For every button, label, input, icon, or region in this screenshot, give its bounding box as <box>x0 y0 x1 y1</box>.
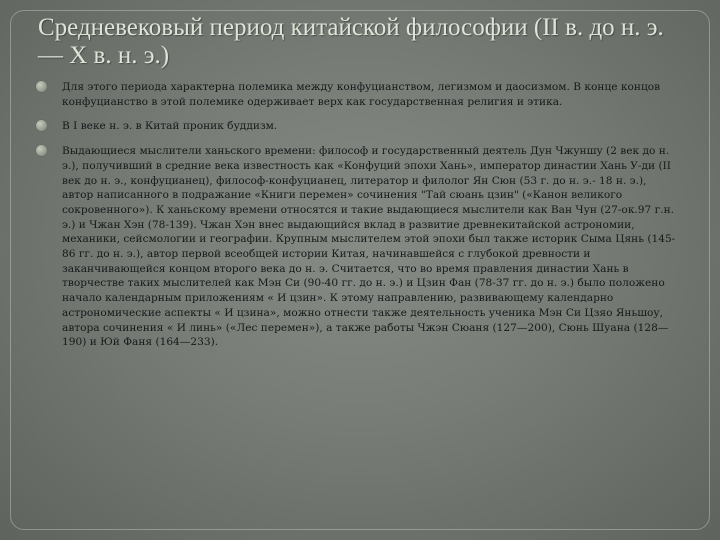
bullet-item <box>34 119 680 134</box>
bullet-item <box>34 144 680 350</box>
bullet-text: Выдающиеся мыслители ханьского времени: философ и государственный деятель Дун Чжуншу (2 век до н. э.), получивший в средние века известность как «Конфуций эпохи Хань», император династии Хань У-ди (II век до н. э., конфуцианец), философ-конфуцианец, литератор и филолог Ян Сюн (53 г. до н. э.- 18 н. э.), автор написанного в подражание «Книги перемен» сочинения "Тай сюань цзин" («Канон великого сокровенного»). К ханьскому времени относятся и такие выдающиеся мыслители как Ван Чун (27-ок.97 г.н. э.) и Чжан Хэн (78-139). Чжан Хэн внес выдающийся вклад в развитие древнекитайской астрономии, механики, сейсмологии и географии. Крупным мыслителем этой эпохи был также историк Сыма Цянь (145-86 гг. до н. э.), автор первой всеобщей истории Китая, начинавшейся с глубокой древности и заканчивающейся концом второго века до н. э. Считается, что во время правления династии Хань в творчестве таких мыслителей как Мэн Си (90-40 гг. до н. э.) и Цзин Фан (78-37 гг. до н. э.) было положено начало календарным приложениям « И цзин». К этому направлению, развивающему календарно астрономические аспекты « И цзина», можно отнести также деятельность ученика Мэн Си Цзяо Яньшоу, автора сочинения « И линь» («Лес перемен»), а также работы Чжэн Сюаня (127—200), Сюнь Шуана (128—190) и Юй Фаня (164—233). <box>62 145 676 349</box>
slide-title: Средневековый период китайской философии (II в. до н. э. — X в. н. э.) <box>38 14 664 69</box>
bullet-icon <box>36 145 47 156</box>
bullet-text: Для этого периода характерна полемика между конфуцианством, легизмом и даосизмом. В конце концов конфуцианство в этой полемике одерживает верх как государственная религия и этика. <box>62 81 661 108</box>
bullet-icon <box>36 120 47 131</box>
bullet-text: В I веке н. э. в Китай проник буддизм. <box>62 120 278 133</box>
bullet-item <box>34 80 680 109</box>
bullet-icon <box>36 81 47 92</box>
bullet-list <box>34 80 680 360</box>
